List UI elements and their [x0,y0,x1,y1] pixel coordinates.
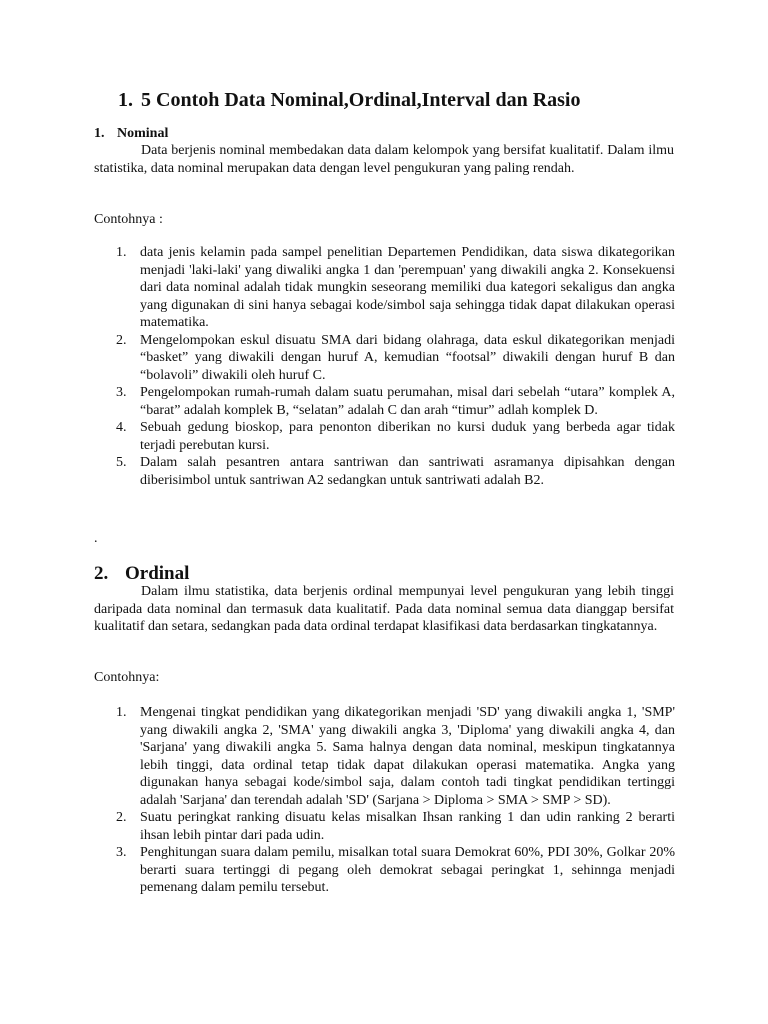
list-item [116,454,675,489]
list-item-text: Sebuah gedung bioskop, para penonton diberikan no kursi duduk yang berbeda agar tidak terjadi perebutan kursi. [140,420,675,453]
list-item-text: Dalam salah pesantren antara santriwan dan santriwati asramanya dipisahkan dengan diberisimbol untuk santriwan A2 sedangkan untuk santriwati adalah B2. [140,455,675,488]
list-item-number: 5. [116,455,127,470]
list-item [116,419,675,454]
list-item [116,244,675,332]
list-item-text: Mengelompokan eskul disuatu SMA dari bidang olahraga, data eskul dikategorikan menjadi “basket” yang diwakili dengan huruf A, kemudian “footsal” diwakili dengan huruf B dan “bolavoli” diwakili oleh huruf C. [140,332,675,383]
list-item-number: 1. [116,705,127,720]
title-number: 1. [118,89,133,111]
list-item-number: 4. [116,420,127,435]
list-item [116,809,675,844]
page-title [118,86,581,114]
list-item-number: 3. [116,385,127,400]
list-item-text: Pengelompokan rumah-rumah dalam suatu perumahan, misal dari sebelah “utara” komplek A, “barat” adalah komplek B, “selatan” adalah C dan arah “timur” adlah komplek D. [140,385,675,418]
list-item-text: Penghitungan suara dalam pemilu, misalkan total suara Demokrat 60%, PDI 30%, Golkar 20% berarti suara tertinggi di pegang oleh demokrat sebagai peringkat 1, sehinnga menjadi pemenang dalam pemilu tersebut. [140,845,675,895]
list-item-number: 2. [116,810,127,825]
list-item-text: Mengenai tingkat pendidikan yang dikategorikan menjadi 'SD' yang diwakili angka 1, 'SMP' yang diwakili angka 2, 'SMA' yang diwakili angka 3, 'Diploma' yang diwakili angka 4, dan 'Sarjana' yang diwakili angka 5. Sama halnya dengan data nominal, meskipun tingkatannya lebih tinggi, data ordinal tetap tidak dapat dilakukan operasi matematika. Angka yang digunakan hanya sebagai kode/simbol saja, dalam contoh tadi tingkat pendidikan tertinggi adalah 'Sarjana' dan terendah adalah 'SD' (Sarjana > Diploma > SMA > SMP > SD). [140,705,675,808]
list-item [116,844,675,897]
ordinal-examples-list [116,704,675,897]
section-number: 2. [94,563,109,584]
list-item-text: Suatu peringkat ranking disuatu kelas misalkan Ihsan ranking 1 dan udin ranking 2 berarti ihsan lebih pintar dari pada udin. [140,810,675,843]
nominal-examples-list [116,244,675,489]
nominal-examples-label: Contohnya : [94,212,163,227]
ordinal-examples-label: Contohnya: [94,670,160,685]
section-number: 1. [94,126,105,141]
ordinal-intro-paragraph: Dalam ilmu statistika, data berjenis ordinal mempunyai level pengukuran yang lebih tinggi daripada data nominal dan termasuk data kualitatif. Pada data nominal semua data dianggap bersifat kualitatif dan setara, sedangkan pada data ordinal terdapat klasifikasi data berdasarkan tingkatannya. [94,584,674,634]
list-item [116,384,675,419]
list-item-number: 3. [116,845,127,860]
nominal-intro-paragraph: Data berjenis nominal membedakan data dalam kelompok yang bersifat kualitatif. Dalam ilmu statistika, data nominal merupakan data dengan level pengukuran yang paling rendah. [94,143,674,176]
list-item [116,332,675,385]
list-item-number: 1. [116,245,127,260]
separator-dot: . [94,531,98,546]
list-item-text: data jenis kelamin pada sampel penelitian Departemen Pendidikan, data siswa dikategorikan menjadi 'laki-laki' yang diwaliki angka 1 dan 'perempuan' yang diwakili angka 2. Konsekuensi dari data nominal adalah tidak mungkin seseorang memiliki dua kategori sekaligus dan angka yang digunakan di sini hanya sebagai kode/simbol saja sehingga tidak dapat dilakukan operasi matematika. [140,245,675,330]
list-item-number: 2. [116,332,127,348]
list-item [116,704,675,809]
title-text: 5 Contoh Data Nominal,Ordinal,Interval dan Rasio [141,89,581,111]
section-heading-nominal [94,125,168,142]
section-title: Ordinal [125,563,190,584]
section-title: Nominal [117,126,169,141]
